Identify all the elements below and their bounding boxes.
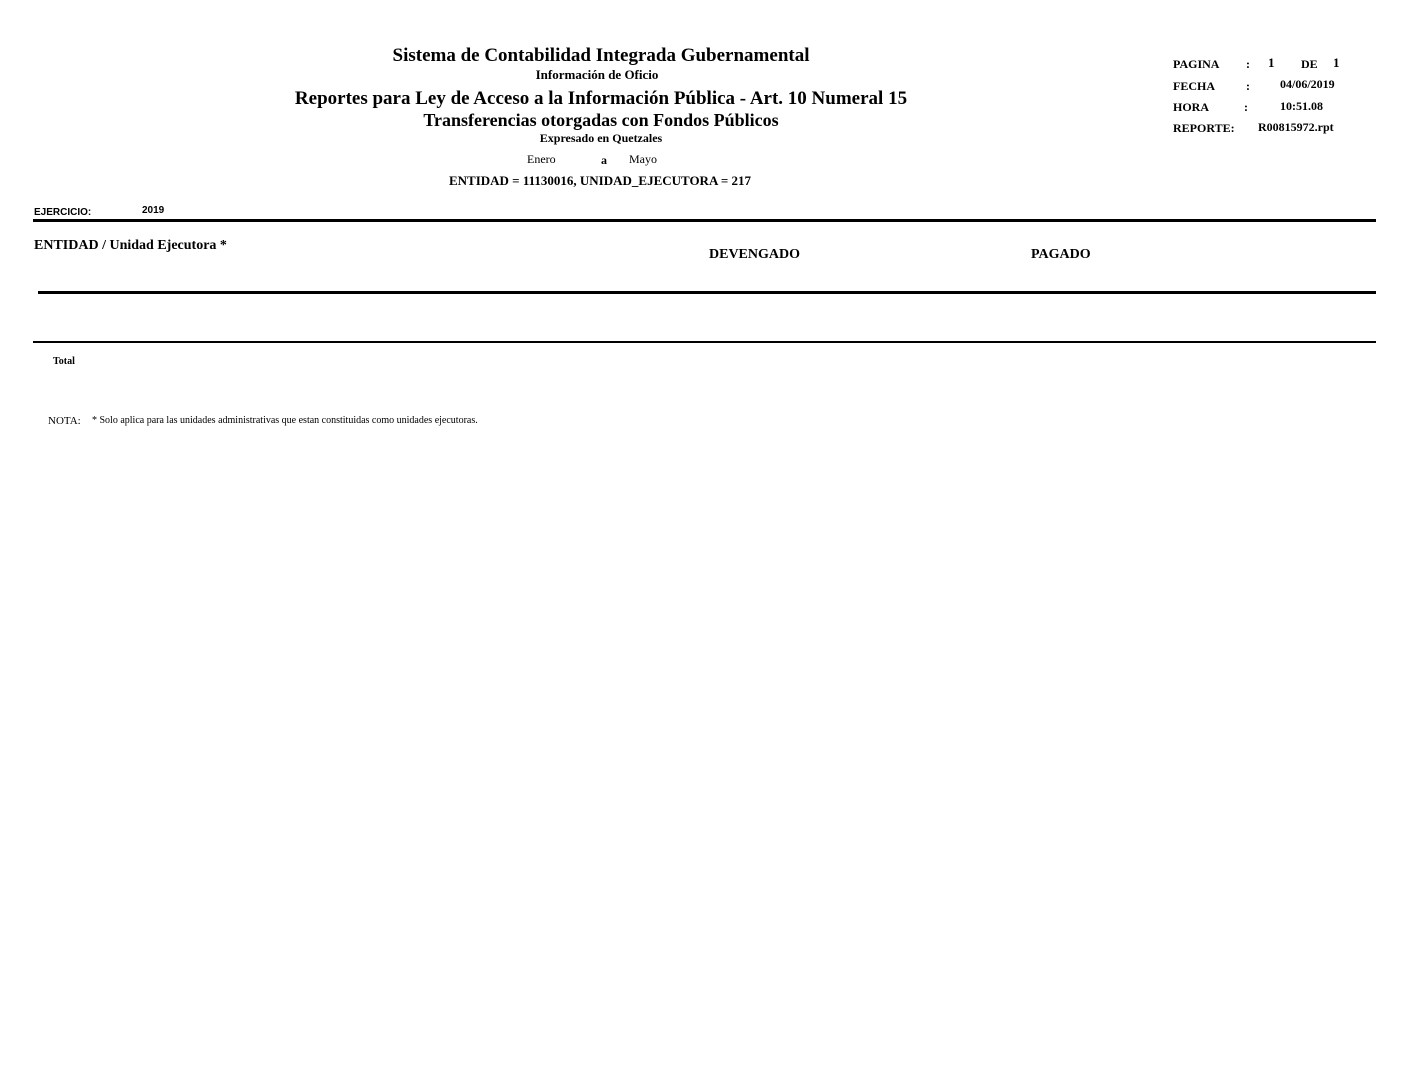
column-header-entidad: ENTIDAD / Unidad Ejecutora * <box>34 238 227 253</box>
hora-value: 10:51.08 <box>1280 99 1323 113</box>
header-divider <box>33 219 1376 222</box>
de-label: DE <box>1301 57 1318 71</box>
reporte-label: REPORTE: <box>1173 121 1235 135</box>
ejercicio-value: 2019 <box>142 205 165 216</box>
report-description: Transferencias otorgadas con Fondos Públicos <box>423 110 779 130</box>
currency-note: Expresado en Quetzales <box>539 131 663 145</box>
reporte-value: R00815972.rpt <box>1258 120 1334 134</box>
total-divider <box>33 341 1376 343</box>
period-to: Mayo <box>629 152 657 166</box>
hora-colon: : <box>1244 100 1248 114</box>
ejercicio-label: EJERCICIO: <box>34 207 92 218</box>
hora-label: HORA <box>1173 100 1209 114</box>
fecha-value: 04/06/2019 <box>1280 77 1335 91</box>
pagina-colon: : <box>1246 57 1250 71</box>
de-value: 1 <box>1333 55 1340 70</box>
nota-label: NOTA: <box>48 415 81 427</box>
pagina-value: 1 <box>1268 55 1275 70</box>
fecha-colon: : <box>1246 79 1250 93</box>
period-separator: a <box>601 153 607 167</box>
period-from: Enero <box>527 152 556 166</box>
table-header-divider <box>38 291 1376 294</box>
pagina-label: PAGINA <box>1173 57 1220 71</box>
report-system-title: Sistema de Contabilidad Integrada Gubernamental <box>392 45 810 66</box>
nota-text: * Solo aplica para las unidades administrativas que estan constituidas como unidades ejecutoras. <box>92 415 478 426</box>
column-header-pagado: PAGADO <box>1031 247 1091 262</box>
report-title: Reportes para Ley de Acceso a la Información Pública - Art. 10 Numeral 15 <box>294 88 908 109</box>
fecha-label: FECHA <box>1173 79 1215 93</box>
column-header-devengado: DEVENGADO <box>709 247 801 262</box>
report-filter: ENTIDAD = 11130016, UNIDAD_EJECUTORA = 217 <box>448 173 752 188</box>
report-subtitle: Información de Oficio <box>535 67 659 82</box>
total-label: Total <box>53 356 75 367</box>
